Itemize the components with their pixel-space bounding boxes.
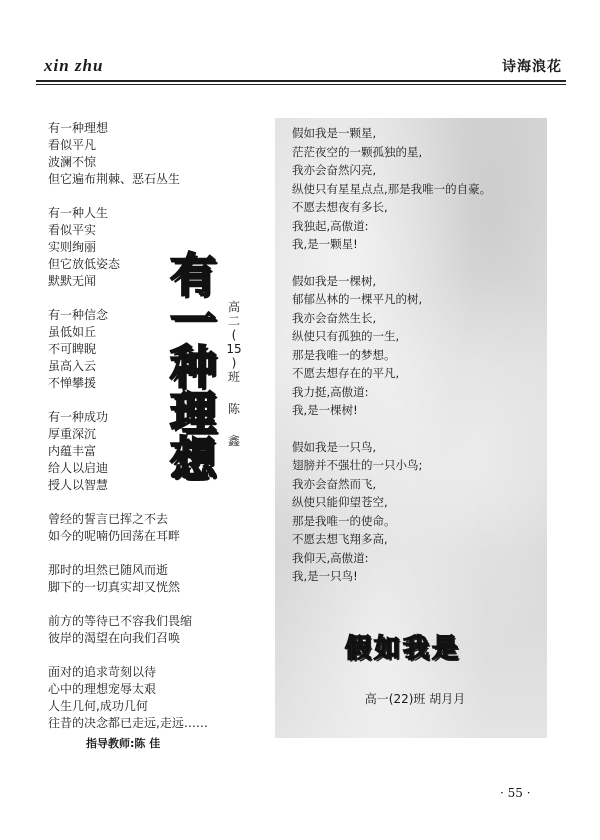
poem-line: 有一种人生 [48,206,109,220]
poem-line: 看似平实 [48,223,97,237]
poem-line: 我,是一棵树! [292,403,358,417]
section-title: 诗海浪花 [502,59,562,75]
author-char: 15 [226,342,242,356]
poem-line: 那是我唯一的使命。 [292,513,396,528]
stanza [48,120,248,188]
poem-line: 假如我是一颗星, [292,126,377,140]
poem-line: 我亦会奋然而飞, [292,476,377,491]
author-char: ( [231,328,237,342]
title-char: 种 [170,340,216,394]
stanza [48,511,248,545]
poem-title-right: 假如我是 [344,634,461,664]
poem-line: 不可睥睨 [48,342,97,356]
author-char: 陈 [227,402,240,416]
poem-line: 如今的呢喃仍回荡在耳畔 [48,529,181,543]
poem-line: 不愿去想飞翔多高, [292,532,388,546]
poem-line: 默默无闻 [48,274,97,288]
poem-line: 茫茫夜空的一颗孤独的星, [292,144,423,159]
poem-line: 波澜不惊 [48,155,97,169]
poem-line: 虽低如丘 [48,325,97,339]
page-number: · 55 · [500,786,531,800]
instructor-credit: 指导教师:陈 佳 [86,737,161,750]
poem-line: 厚重深沉 [48,427,97,441]
poem-panel-right [275,118,547,738]
poem-line: 虽高入云 [48,359,97,373]
poem-line: 有一种理想 [48,121,109,135]
poem-line: 我仰天,高傲道: [292,550,369,565]
poem-line: 我,是一颗星! [292,237,358,251]
stanza [292,272,542,420]
poem-line: 面对的追求苛刻以待 [48,665,157,679]
poem-line: 纵使只有星星点点,那是我唯一的自豪。 [292,181,492,196]
poem-line: 郁郁丛林的一棵平凡的树, [292,292,423,306]
title-char: 想 [170,432,216,486]
poem-line: 看似平凡 [48,138,97,152]
author-char: ) [231,356,237,370]
poem-line: 不愿去想存在的平凡, [292,366,400,380]
poem-author-right: 高一(22)班 胡月月 [364,692,466,706]
poem-line: 那时的坦然已随风而逝 [48,563,169,577]
title-char: 理 [170,386,216,440]
header-rule-thin [36,84,566,85]
stanza [48,562,248,596]
poem-body-right [292,124,542,604]
poem-line: 彼岸的渴望在向我们召唤 [48,631,181,645]
poem-line: 内蕴丰富 [48,444,97,458]
poem-line: 前方的等待已不容我们畏缩 [48,614,193,628]
poem-line: 翅膀并不强壮的一只小鸟; [292,458,423,472]
poem-line: 我亦会奋然生长, [292,310,377,325]
poem-line: 假如我是一棵树, [292,273,377,288]
poem-line: 实则绚丽 [48,240,97,254]
poem-line: 给人以启迪 [48,461,109,475]
poem-line: 假如我是一只鸟, [292,439,377,454]
poem-line: 有一种成功 [48,410,109,424]
poem-line: 心中的理想宠辱太艰 [48,682,157,696]
title-char: 一 [170,294,216,348]
author-char: 班 [227,370,240,384]
title-char: 有 [170,248,216,302]
stanza [48,664,248,732]
poem-line: 但它遍布荆棘、恶石丛生 [48,172,181,186]
header-rule [36,80,566,82]
poem-line: 不愿去想夜有多长, [292,200,388,214]
author-char [225,416,243,434]
poem-line: 我,是一只鸟! [292,569,358,583]
poem-line: 我力挺,高傲道: [292,384,369,399]
page-header [36,52,566,80]
poem-line: 我亦会奋然闪亮, [292,163,377,177]
poem-line: 人生几何,成功几何 [48,699,148,713]
author-char: 二 [227,314,240,328]
author-char [225,384,243,402]
poem-line: 不惮攀援 [48,376,97,390]
poem-line: 但它放低姿态 [48,257,121,271]
poem-line: 曾经的誓言已挥之不去 [48,512,169,526]
poem-author-left [225,300,243,448]
poem-line: 我独起,高傲道: [292,218,369,233]
poem-line: 授人以智慧 [48,478,109,492]
stanza [292,124,542,254]
poem-line: 有一种信念 [48,308,109,322]
poem-line: 脚下的一切真实却又恍然 [48,580,181,594]
poem-title-left [162,248,224,486]
poem-line: 往昔的决念都已走远,走远…… [48,716,208,730]
stanza [292,438,542,586]
stanza [48,613,248,647]
author-char: 鑫 [227,434,240,448]
poem-line: 纵使只能仰望苍空, [292,495,388,509]
poem-line: 纵使只有孤独的一生, [292,329,400,343]
poem-line: 那是我唯一的梦想。 [292,347,396,362]
magazine-brand: xin zhu [44,56,104,75]
author-char: 高 [227,300,240,314]
